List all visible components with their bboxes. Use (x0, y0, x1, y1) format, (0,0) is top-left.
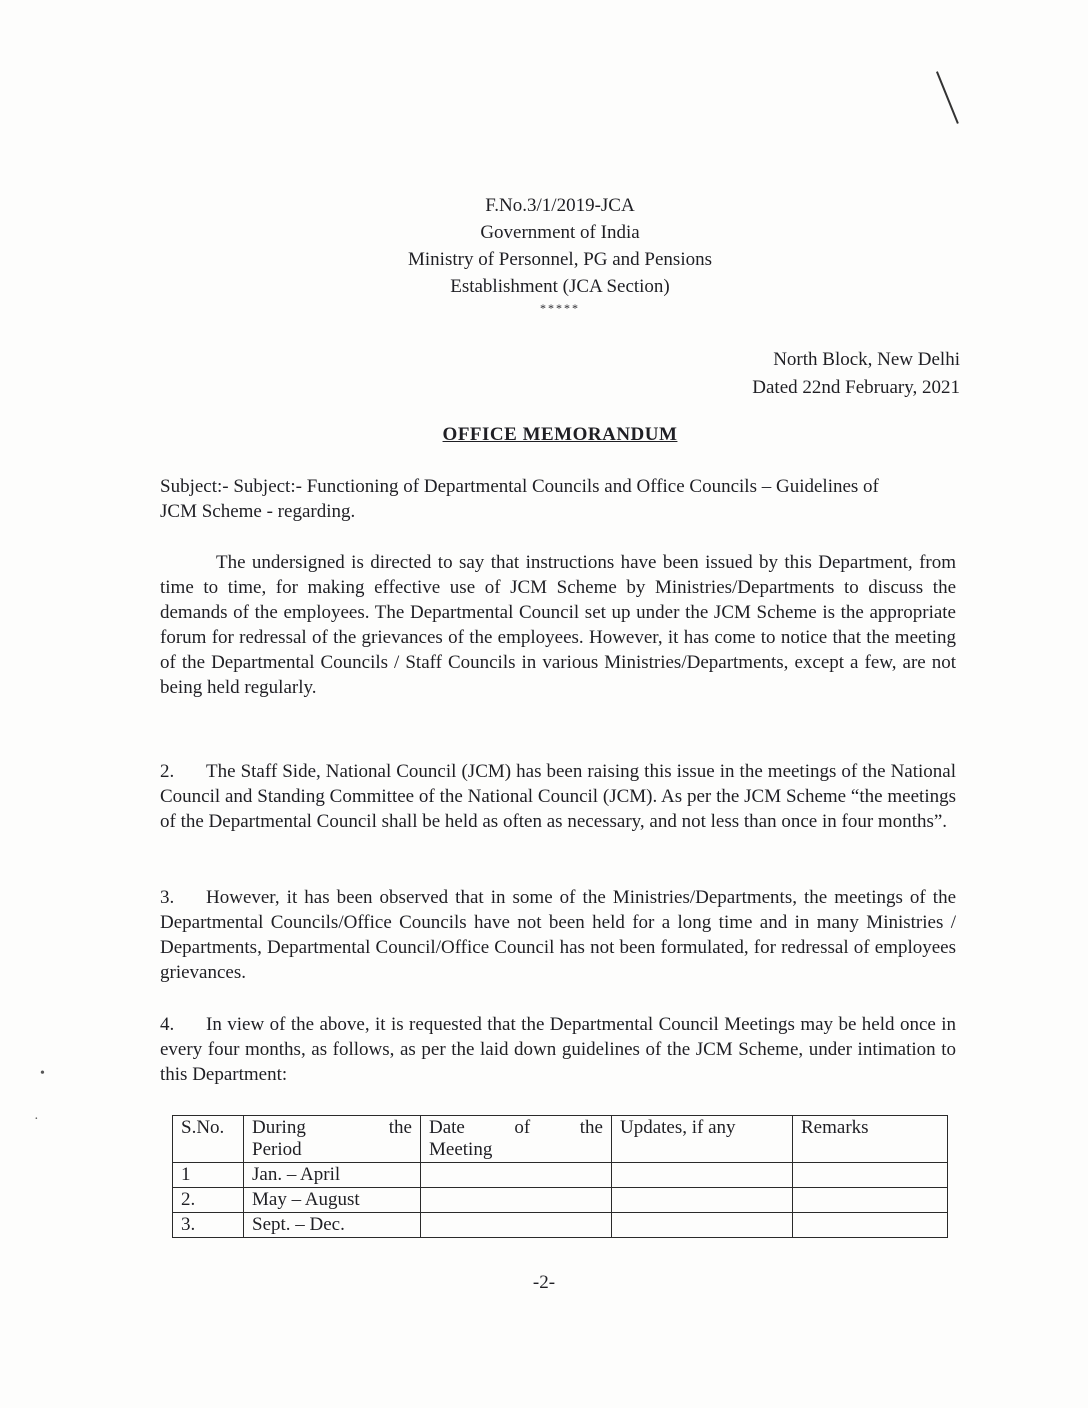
table-header-row (173, 1116, 948, 1163)
cell-period: Sept. – Dec. (244, 1213, 421, 1238)
pen-mark (936, 71, 959, 124)
header-word: the (388, 1117, 412, 1138)
header-word: Date (429, 1117, 465, 1138)
cell-date (421, 1188, 612, 1213)
page-number: -2- (532, 1272, 556, 1293)
place-line: North Block, New Delhi (773, 349, 960, 370)
cell-period: May – August (244, 1188, 421, 1213)
scan-speck: • (40, 1066, 45, 1081)
paragraph-4 (160, 1012, 956, 1087)
table-row (173, 1163, 948, 1188)
letterhead (360, 192, 760, 316)
cell-updates (612, 1213, 793, 1238)
cell-date (421, 1213, 612, 1238)
header-word: During (252, 1117, 306, 1138)
cell-sno: 3. (173, 1213, 244, 1238)
cell-remarks (793, 1163, 948, 1188)
header-sno: S.No. (173, 1116, 244, 1163)
cell-date (421, 1163, 612, 1188)
header-updates: Updates, if any (612, 1116, 793, 1163)
date-line: Dated 22nd February, 2021 (752, 377, 960, 398)
table-row (173, 1188, 948, 1213)
paragraph-1: The undersigned is directed to say that instructions have been issued by this Department, from time to time, for making effective use of JCM Scheme by Ministries/Departments to discuss the demands of the employees. The Departmental Council set up under the JCM Scheme is the appropriate forum for redressal of the grievances of the employees. However, it has come to notice that the meeting of the Departmental Councils / Staff Councils in various Ministries/Departments, except a few, are not being held regularly. (160, 552, 956, 698)
subject-line: Subject:- Subject:- Functioning of Departmental Councils and Office Councils – Guidelines of JCM Scheme - regarding. (160, 476, 879, 522)
header-word: Meeting (429, 1139, 493, 1160)
paragraph-text: In view of the above, it is requested that the Departmental Council Meetings may be held once in every four months, as follows, as per the laid down guidelines of the JCM Scheme, under intimation to this Department: (160, 1014, 956, 1085)
government-line: Government of India (480, 222, 640, 243)
paragraph-2 (160, 759, 956, 834)
scan-speck: · (34, 1112, 39, 1127)
table-row (173, 1213, 948, 1238)
cell-updates (612, 1163, 793, 1188)
header-period (244, 1116, 421, 1163)
cell-period: Jan. – April (244, 1163, 421, 1188)
cell-remarks (793, 1213, 948, 1238)
ministry-line: Ministry of Personnel, PG and Pensions (408, 249, 712, 270)
cell-remarks (793, 1188, 948, 1213)
paragraph-text: The Staff Side, National Council (JCM) has been raising this issue in the meetings of the National Council and Standing Committee of the National Council (JCM). As per the JCM Scheme “the meetings of the Departmental Council shall be held as often as necessary, and not less than once in four months”. (160, 761, 956, 832)
header-date (421, 1116, 612, 1163)
place-date-block (640, 346, 960, 402)
paragraph-number: 4. (160, 1014, 175, 1035)
paragraph-text: However, it has been observed that in some of the Ministries/Departments, the meetings of the Departmental Councils/Office Councils have not been held for a long time and in many Ministries / Departments, Departmental Council/Office Council has not been formulated, for redressal of employees grievances. (160, 887, 956, 983)
file-number: F.No.3/1/2019-JCA (485, 195, 635, 216)
cell-updates (612, 1188, 793, 1213)
paragraph-3 (160, 885, 956, 985)
paragraph-number: 3. (160, 887, 175, 908)
cell-sno: 2. (173, 1188, 244, 1213)
header-word: Period (252, 1139, 302, 1160)
header-word: of (514, 1117, 531, 1138)
meeting-schedule-table (172, 1115, 948, 1238)
header-word: the (579, 1117, 603, 1138)
separator-stars: ***** (540, 301, 580, 315)
memo-title: OFFICE MEMORANDUM (442, 424, 678, 445)
section-line: Establishment (JCA Section) (450, 276, 670, 297)
paragraph-number: 2. (160, 761, 175, 782)
cell-sno: 1 (173, 1163, 244, 1188)
header-remarks: Remarks (793, 1116, 948, 1163)
